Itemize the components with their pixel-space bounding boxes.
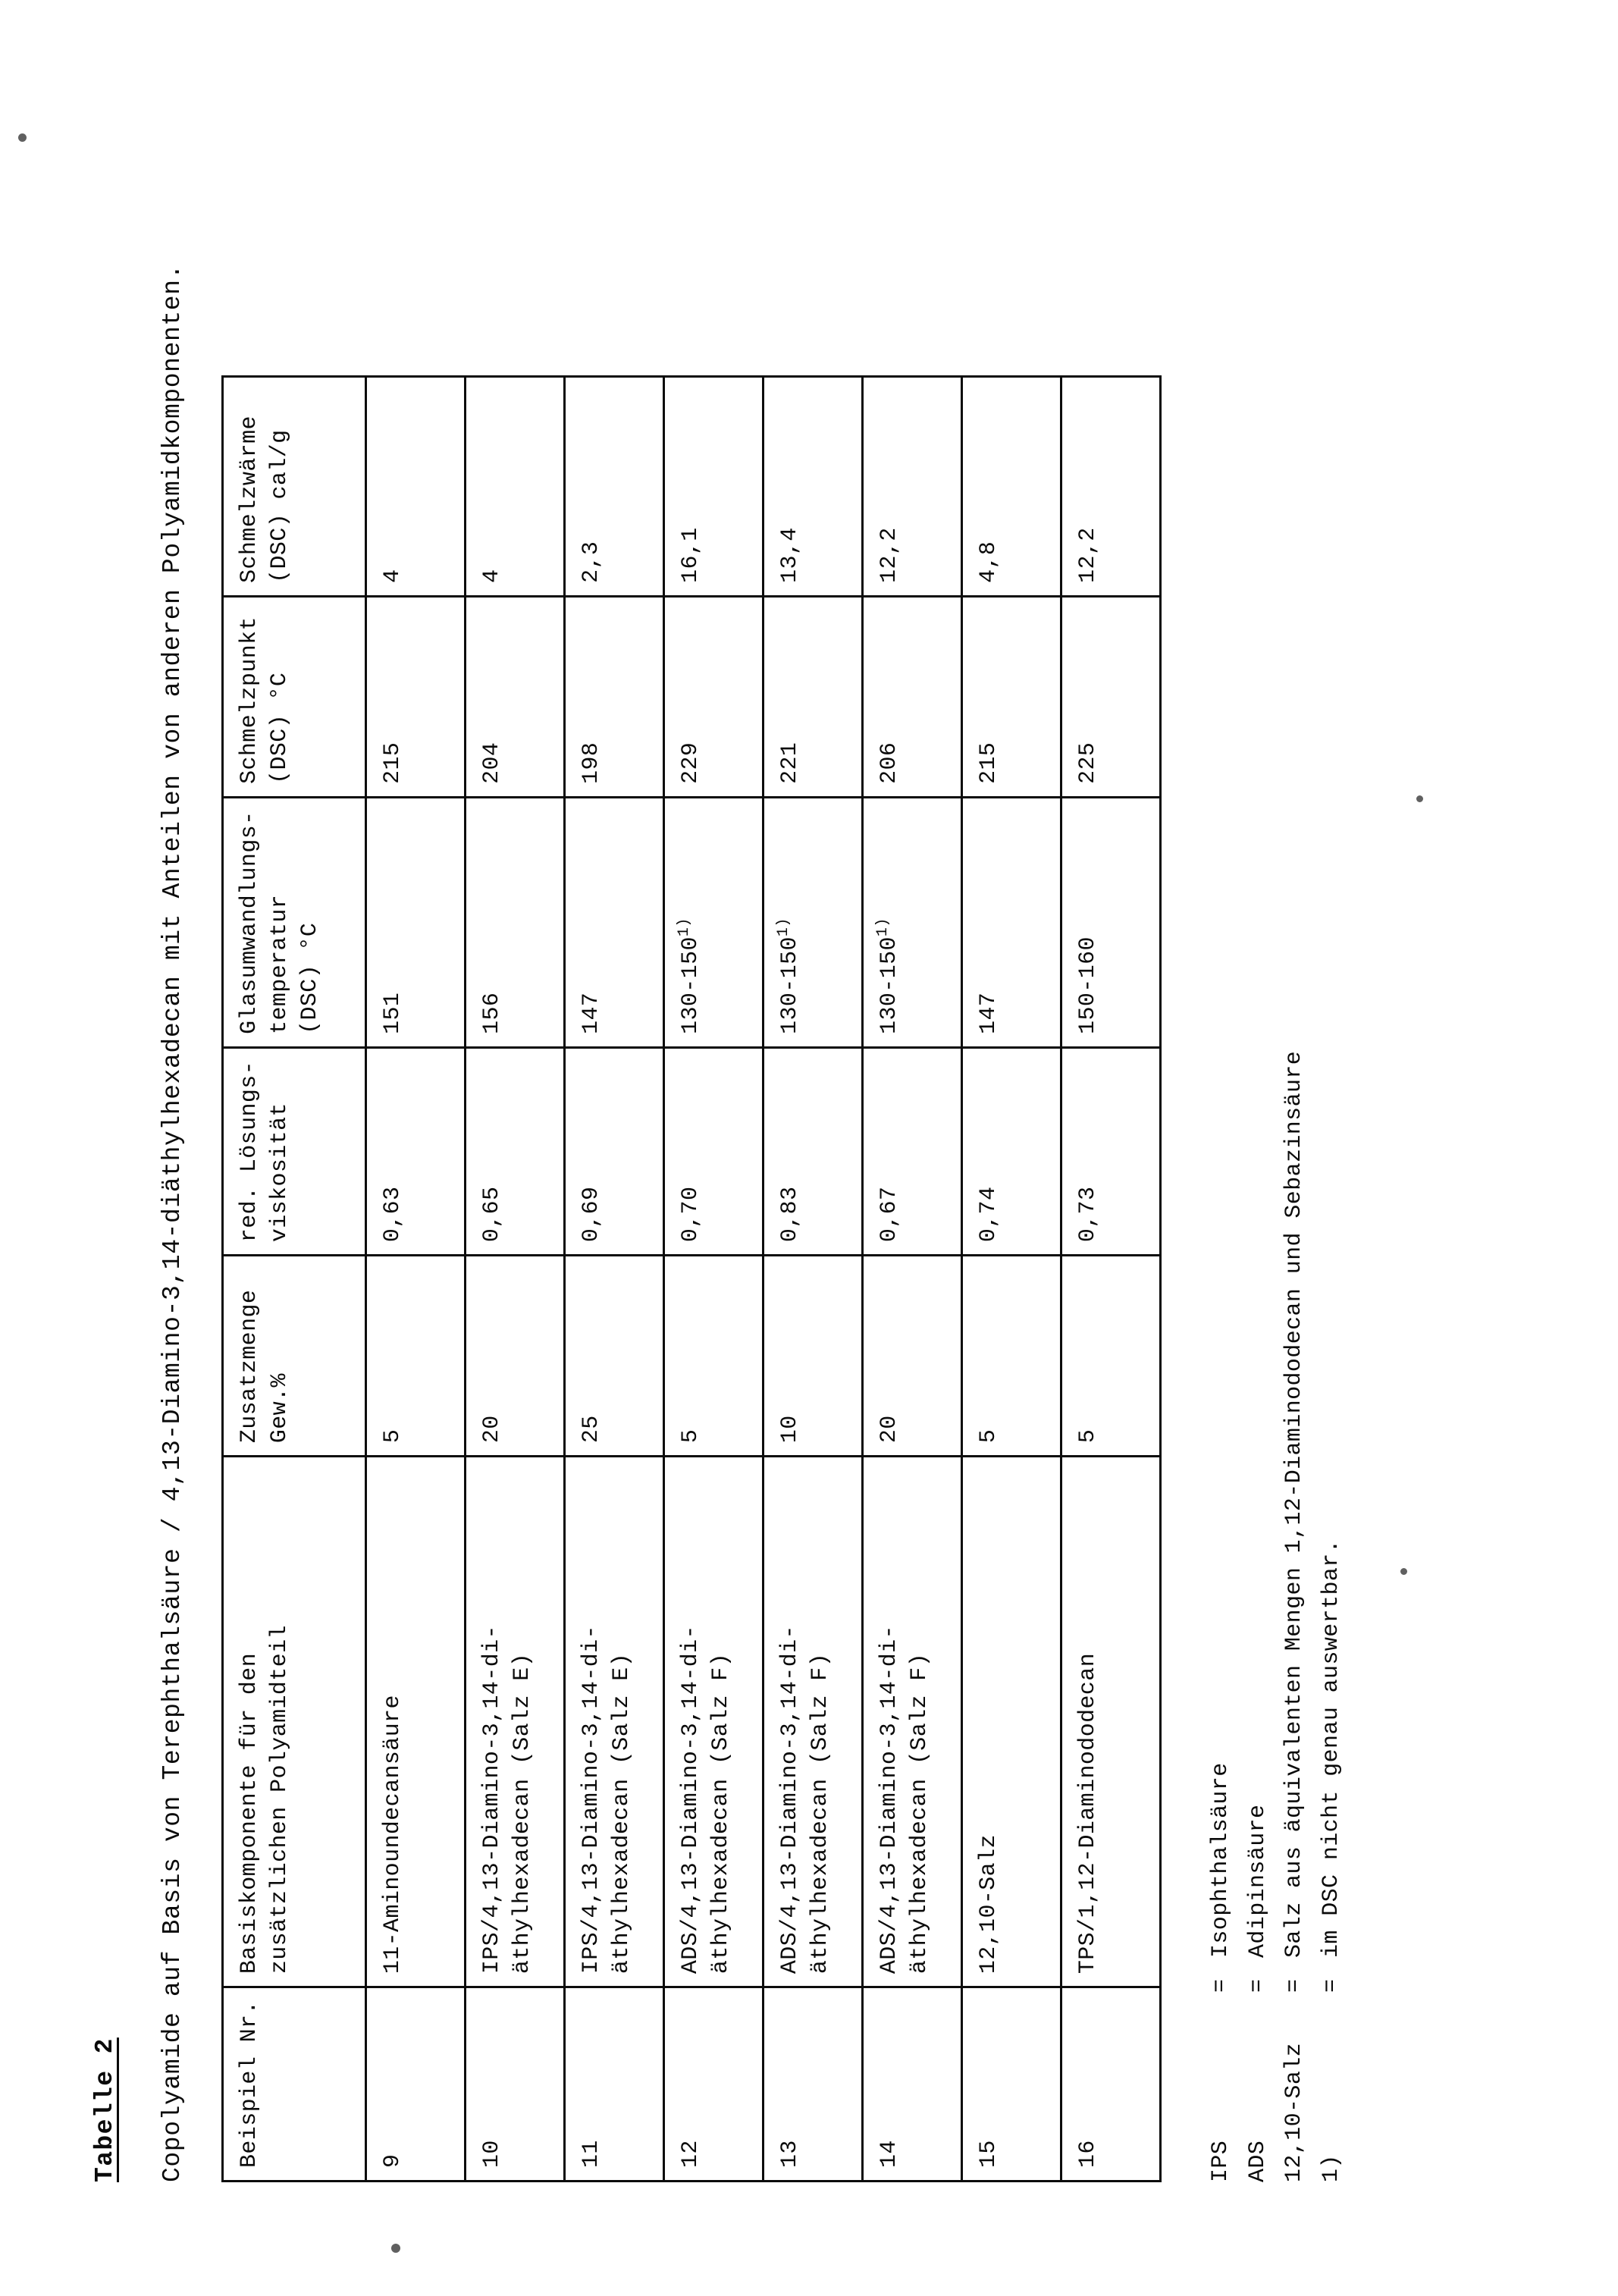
header-line: temperatur <box>267 894 293 1034</box>
footnote-key: IPS <box>1208 2140 1234 2182</box>
cell-line: 5 <box>380 1429 406 1444</box>
cell-schmelzwaerme <box>565 376 664 596</box>
cell-line: TPS/1,12-Diaminododecan <box>1075 1652 1101 1974</box>
cell-line: äthylhexadecan (Salz F) <box>708 1652 735 1974</box>
cell-line: äthylhexadecan (Salz F) <box>807 1652 834 1974</box>
cell-glasumwandlungstemperatur <box>565 797 664 1047</box>
cell-line: 151 <box>380 992 406 1034</box>
cell-line: äthylhexadecan (Salz F) <box>907 1652 933 1974</box>
header-line: (DSC) °C <box>297 922 324 1034</box>
scan-speck <box>1416 795 1423 802</box>
cell-line: 11-Aminoundecansäure <box>380 1695 406 1974</box>
cell-schmelzpunkt <box>664 596 764 797</box>
header-line: viskosität <box>267 1103 293 1243</box>
cell-line: 0,70 <box>678 1186 704 1243</box>
footnote-key: 1) <box>1318 2154 1344 2182</box>
cell-zusatzmenge <box>962 1256 1061 1457</box>
header-line: red. Lösungs- <box>237 1060 262 1243</box>
cell-line: 130-150$^{1)}$ <box>874 917 902 1034</box>
column-header-schmelzwaerme <box>223 376 366 596</box>
cell-line: 5 <box>1075 1429 1101 1444</box>
footnote-value: Salz aus äquivalenten Mengen 1,12-Diaminododecan und Sebazinsäure <box>1281 1050 1308 1958</box>
cell-line: 0,69 <box>579 1186 604 1243</box>
scan-speck <box>391 2244 400 2253</box>
footnote-marker: 1) <box>676 917 693 937</box>
cell-schmelzpunkt <box>863 596 962 797</box>
footnote-equals: = <box>1244 1978 1271 1993</box>
cell-schmelzwaerme <box>764 376 863 596</box>
table-row <box>962 376 1061 2181</box>
cell-zusatzmenge <box>466 1256 565 1457</box>
footnote-equals: = <box>1281 1978 1308 1993</box>
cell-schmelzpunkt <box>466 596 565 797</box>
cell-glasumwandlungstemperatur <box>1061 797 1161 1047</box>
cell-line: 198 <box>579 742 604 784</box>
table-body <box>366 376 1161 2181</box>
cell-glasumwandlungstemperatur <box>664 797 764 1047</box>
header-line: Zusatzmenge <box>237 1289 262 1444</box>
cell-line: IPS/4,13-Diamino-3,14-di- <box>479 1625 505 1974</box>
cell-basiskomponente <box>863 1457 962 1987</box>
cell-line: äthylhexadecan (Salz E) <box>609 1652 635 1974</box>
cell-line: 0,65 <box>479 1186 505 1243</box>
header-line: Gew.% <box>267 1373 293 1444</box>
cell-schmelzwaerme <box>366 376 466 596</box>
scan-speck <box>1400 1568 1407 1575</box>
cell-schmelzpunkt <box>962 596 1061 797</box>
cell-viskositaet <box>664 1047 764 1255</box>
cell-basiskomponente <box>366 1457 466 1987</box>
footnote-row <box>1240 106 1277 2182</box>
cell-zusatzmenge <box>664 1256 764 1457</box>
cell-basiskomponente <box>466 1457 565 1987</box>
cell-glasumwandlungstemperatur <box>366 797 466 1047</box>
cell-line: ADS/4,13-Diamino-3,14-di- <box>678 1625 704 1974</box>
cell-line: 0,63 <box>380 1186 406 1243</box>
header-line: Beispiel Nr. <box>237 2000 262 2168</box>
cell-line: 2,3 <box>579 541 604 583</box>
cell-viskositaet <box>1061 1047 1161 1255</box>
cell-line: 16,1 <box>678 527 704 583</box>
column-header-basiskomponente <box>223 1457 366 1987</box>
cell-line: 4 <box>380 569 406 583</box>
cell-line: 204 <box>479 742 505 784</box>
cell-schmelzpunkt <box>1061 596 1161 797</box>
cell-line: 215 <box>380 742 406 784</box>
cell-basiskomponente <box>962 1457 1061 1987</box>
footnote-row <box>1203 106 1240 2182</box>
cell-beispiel-nr <box>466 1987 565 2182</box>
cell-beispiel-nr <box>764 1987 863 2182</box>
cell-line: 225 <box>1075 742 1101 784</box>
header-line: Schmelzwärme <box>237 416 262 583</box>
header-line: (DSC) cal/g <box>267 429 293 583</box>
footnote-list <box>1203 106 1350 2182</box>
scan-speck <box>18 133 27 142</box>
cell-beispiel-nr <box>1061 1987 1161 2182</box>
footnote-row <box>1313 106 1350 2182</box>
cell-line: 20 <box>479 1415 505 1444</box>
cell-glasumwandlungstemperatur <box>863 797 962 1047</box>
cell-line: 0,73 <box>1075 1186 1101 1243</box>
footnote-marker: 1) <box>775 917 792 937</box>
footnote-value: Adipinsäure <box>1244 1804 1271 1958</box>
cell-beispiel-nr <box>962 1987 1061 2182</box>
cell-line: 5 <box>976 1429 1002 1444</box>
cell-zusatzmenge <box>366 1256 466 1457</box>
cell-schmelzpunkt <box>764 596 863 797</box>
cell-line: äthylhexadecan (Salz E) <box>510 1652 536 1974</box>
footnote-key: ADS <box>1244 2140 1271 2182</box>
cell-line: 9 <box>380 2153 406 2168</box>
cell-glasumwandlungstemperatur <box>764 797 863 1047</box>
cell-line: 4,8 <box>976 541 1002 583</box>
cell-schmelzwaerme <box>466 376 565 596</box>
table-row <box>764 376 863 2181</box>
cell-schmelzwaerme <box>664 376 764 596</box>
cell-line: 156 <box>479 992 505 1034</box>
cell-line: 20 <box>876 1415 902 1444</box>
footnote-equals: = <box>1318 1978 1344 1993</box>
cell-beispiel-nr <box>366 1987 466 2182</box>
table-header-row <box>223 376 366 2181</box>
cell-basiskomponente <box>664 1457 764 1987</box>
cell-beispiel-nr <box>664 1987 764 2182</box>
cell-line: 13 <box>777 2140 803 2168</box>
cell-basiskomponente <box>1061 1457 1161 1987</box>
header-line: Basiskomponente für den <box>237 1652 262 1974</box>
cell-line: 0,74 <box>976 1186 1002 1243</box>
footnote-row <box>1276 106 1313 2182</box>
cell-beispiel-nr <box>863 1987 962 2182</box>
column-header-beispiel-nr <box>223 1987 366 2182</box>
cell-schmelzwaerme <box>1061 376 1161 596</box>
cell-line: 5 <box>678 1429 704 1444</box>
header-line: Glasumwandlungs- <box>237 811 262 1034</box>
cell-viskositaet <box>565 1047 664 1255</box>
cell-line: 221 <box>777 742 803 784</box>
footnote-value: Isophthalsäure <box>1208 1762 1234 1958</box>
cell-viskositaet <box>466 1047 565 1255</box>
cell-line: 206 <box>876 742 902 784</box>
header-line: zusätzlichen Polyamidteil <box>267 1625 293 1974</box>
cell-line: 16 <box>1075 2140 1101 2168</box>
cell-line: 10 <box>479 2140 505 2168</box>
results-table <box>221 375 1162 2182</box>
cell-line: 12,2 <box>1075 527 1101 583</box>
header-line: (DSC) °C <box>267 672 293 784</box>
cell-viskositaet <box>962 1047 1061 1255</box>
cell-line: 12,10-Salz <box>976 1834 1002 1974</box>
cell-line: 147 <box>579 992 604 1034</box>
cell-beispiel-nr <box>565 1987 664 2182</box>
cell-viskositaet <box>863 1047 962 1255</box>
cell-line: 130-150$^{1)}$ <box>676 917 704 1034</box>
cell-zusatzmenge <box>764 1256 863 1457</box>
column-header-zusatzmenge <box>223 1256 366 1457</box>
table-row <box>466 376 565 2181</box>
table-row <box>863 376 962 2181</box>
cell-line: 0,83 <box>777 1186 803 1243</box>
cell-glasumwandlungstemperatur <box>962 797 1061 1047</box>
cell-schmelzpunkt <box>565 596 664 797</box>
cell-zusatzmenge <box>1061 1256 1161 1457</box>
cell-line: 4 <box>479 569 505 583</box>
footnote-marker: 1) <box>874 917 892 937</box>
cell-line: 13,4 <box>777 527 803 583</box>
cell-viskositaet <box>764 1047 863 1255</box>
table-row <box>366 376 466 2181</box>
cell-line: 147 <box>976 992 1002 1034</box>
cell-zusatzmenge <box>565 1256 664 1457</box>
cell-line: 150-160 <box>1075 936 1101 1034</box>
cell-schmelzwaerme <box>962 376 1061 596</box>
cell-schmelzwaerme <box>863 376 962 596</box>
cell-schmelzpunkt <box>366 596 466 797</box>
cell-line: 215 <box>976 742 1002 784</box>
cell-line: 229 <box>678 742 704 784</box>
cell-line: IPS/4,13-Diamino-3,14-di- <box>579 1625 604 1974</box>
cell-line: 14 <box>876 2140 902 2168</box>
column-header-viskositaet <box>223 1047 366 1255</box>
column-header-glasumwandlungstemperatur <box>223 797 366 1047</box>
cell-line: ADS/4,13-Diamino-3,14-di- <box>777 1625 803 1974</box>
page-title: Tabelle 2 <box>91 2037 119 2182</box>
cell-line: 15 <box>976 2140 1002 2168</box>
cell-line: ADS/4,13-Diamino-3,14-di- <box>876 1625 902 1974</box>
cell-basiskomponente <box>764 1457 863 1987</box>
cell-zusatzmenge <box>863 1256 962 1457</box>
cell-line: 11 <box>579 2140 604 2168</box>
footnote-key: 12,10-Salz <box>1281 2042 1308 2182</box>
cell-line: 12,2 <box>876 527 902 583</box>
cell-line: 25 <box>579 1415 604 1444</box>
footnote-value: im DSC nicht genau auswertbar. <box>1318 1539 1344 1958</box>
header-line: Schmelzpunkt <box>237 616 262 784</box>
cell-line: 12 <box>678 2140 704 2168</box>
table-row <box>664 376 764 2181</box>
cell-line: 10 <box>777 1415 803 1444</box>
cell-line: 130-150$^{1)}$ <box>775 917 803 1034</box>
cell-basiskomponente <box>565 1457 664 1987</box>
cell-viskositaet <box>366 1047 466 1255</box>
cell-glasumwandlungstemperatur <box>466 797 565 1047</box>
column-header-schmelzpunkt <box>223 596 366 797</box>
table-row <box>565 376 664 2181</box>
cell-line: 0,67 <box>876 1186 902 1243</box>
table-row <box>1061 376 1161 2181</box>
footnote-equals: = <box>1208 1978 1234 1993</box>
table-caption: Copolyamide auf Basis von Terephthalsäure / 4,13-Diamino-3,14-diäthylhexadecan mit Anteilen von anderen Polyamidkomponenten. <box>158 264 187 2182</box>
